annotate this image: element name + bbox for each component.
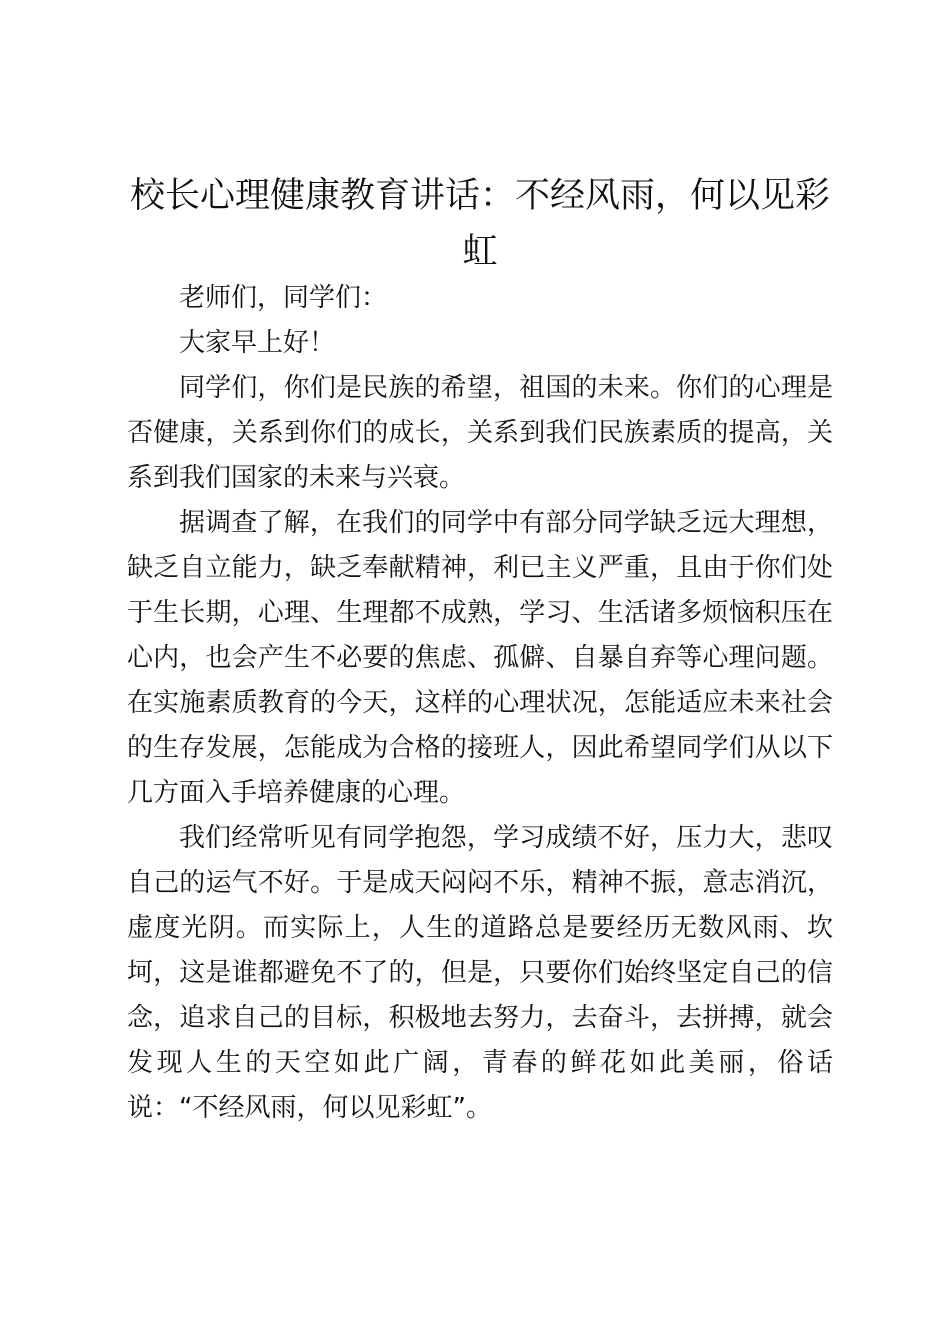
document-title: 校长心理健康教育讲话：不经风雨，何以见彩虹 [129, 176, 830, 272]
paragraph-survey: 据调查了解，在我们的同学中有部分同学缺乏远大理想，缺乏自立能力，缺乏奉献精神，利已主义严重，且由于你们处于生长期，心理、生理都不成熟，学习、生活诸多烦恼积压在心内，也会产生不必要的焦虑、孤僻、自暴自弃等心理问题。在实施素质教育的今天，这样的心理状况，怎能适应未来社会的生存发展，怎能成为合格的接班人，因此希望同学们从以下几方面入手培养健康的心理。 [127, 508, 833, 808]
paragraph-rainbow: 我们经常听见有同学抱怨，学习成绩不好，压力大，悲叹自己的运气不好。于是成天闷闷不乐，精神不振，意志消沉，虚度光阴。而实际上，人生的道路总是要经历无数风雨、坎坷，这是谁都避免不了的，但是，只要你们始终坚定自己的信念，追求自己的目标，积极地去努力，去奋斗，去拼搏，就会发现人生的天空如此广阔，青春的鲜花如此美丽，俗话说：“不经风雨，何以见彩虹”。 [127, 823, 833, 1123]
paragraph-morning: 大家早上好！ [179, 328, 336, 358]
document-body [127, 276, 833, 1131]
paragraph-greeting: 老师们，同学们： [179, 283, 388, 313]
paragraph-hope: 同学们，你们是民族的希望，祖国的未来。你们的心理是否健康，关系到你们的成长，关系到我们民族素质的提高，关系到我们国家的未来与兴衰。 [127, 373, 833, 493]
